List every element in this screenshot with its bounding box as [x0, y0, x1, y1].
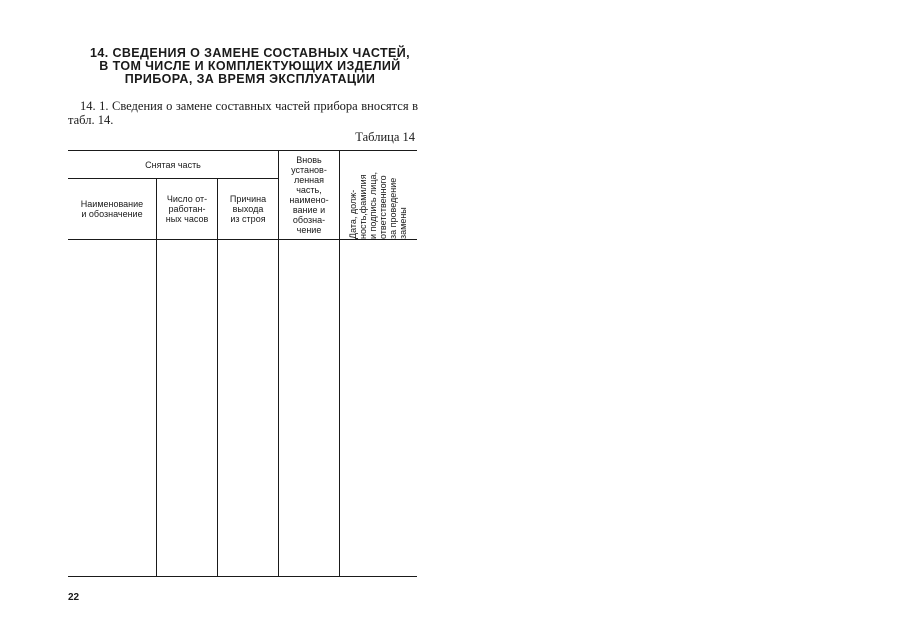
header-text: установ- — [291, 165, 327, 175]
header-text: из строя — [230, 214, 266, 224]
heading-line: 14. СВЕДЕНИЯ О ЗАМЕНЕ СОСТАВНЫХ ЧАСТЕЙ, — [90, 46, 410, 60]
header-text: за проведение — [388, 177, 398, 239]
heading-line: ПРИБОРА, ЗА ВРЕМЯ ЭКСПЛУАТАЦИИ — [124, 72, 376, 86]
header-text: обозна- — [292, 215, 326, 225]
header-hours-worked — [157, 179, 217, 239]
header-text: Дата, долж- — [348, 189, 358, 239]
header-text: замены — [398, 207, 408, 239]
header-text: Число от- — [166, 194, 208, 204]
group-header-removed-part — [68, 151, 278, 178]
header-text: ленная — [293, 175, 325, 185]
heading-line: В ТОМ ЧИСЛЕ И КОМПЛЕКТУЮЩИХ ИЗДЕЛИЙ — [99, 59, 401, 73]
header-text: ность,фамилия — [358, 174, 368, 239]
header-text: и подпись лица, — [368, 172, 378, 239]
table-caption: Таблица 14 — [355, 130, 415, 144]
header-text: Причина — [229, 194, 267, 204]
header-text: Вновь — [296, 155, 322, 165]
table-bottom-rule — [68, 576, 417, 577]
header-new-part — [279, 151, 339, 239]
page-number: 22 — [68, 592, 80, 603]
header-text: ответственного — [378, 175, 388, 239]
header-text: ных часов — [165, 214, 209, 224]
header-name-designation — [68, 179, 156, 239]
header-date-signature — [340, 153, 416, 239]
header-text: вание и — [292, 205, 326, 215]
header-bottom-rule — [68, 239, 417, 240]
header-text: работан- — [168, 204, 206, 214]
header-text: чение — [296, 225, 322, 235]
header-text: часть, — [296, 185, 322, 195]
header-text: наимено- — [289, 195, 329, 205]
header-text: выхода — [232, 204, 264, 214]
section-paragraph: 14. 1. Сведения о замене составных частей прибора вносятся в табл. 14. — [68, 99, 418, 127]
header-failure-reason — [218, 179, 278, 239]
header-text: Наименование — [80, 199, 144, 209]
header-text: Снятая часть — [145, 159, 201, 170]
header-text: и обозначение — [81, 209, 143, 219]
